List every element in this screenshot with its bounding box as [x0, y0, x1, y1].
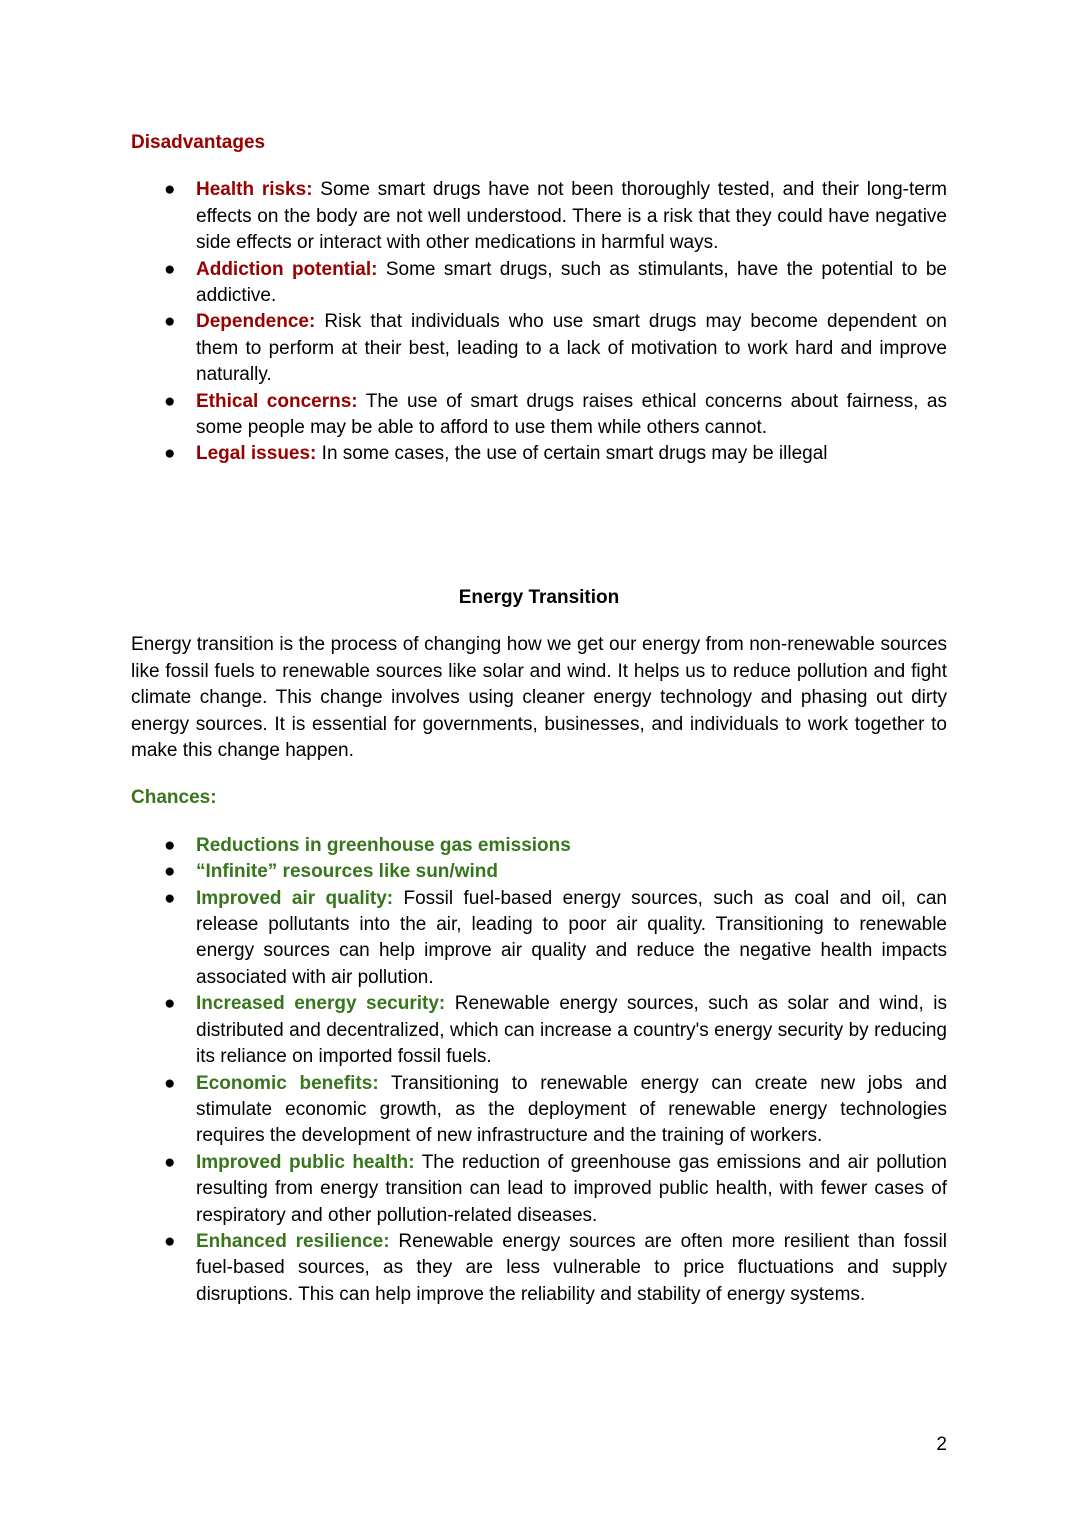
item-term: Enhanced resilience: [196, 1230, 390, 1252]
bullet-icon: ● [164, 443, 176, 465]
disadvantages-heading: Disadvantages [131, 132, 266, 153]
item-text: Fossil fuel-based energy sources, such as coal and oil, can release pollutants into the air, leading to poor air quality. Transitioning to renewable energy sources can help improve air quality and reduce the negative health impacts associated with air pollution. [196, 887, 947, 988]
bullet-icon: ● [164, 1151, 176, 1173]
item-term: Health risks: [196, 179, 313, 201]
list-item [131, 309, 947, 388]
list-item [131, 1229, 947, 1308]
item-text: Renewable energy sources, such as solar and wind, is distributed and decentralized, which can increase a country's energy security by reducing its reliance on imported fossil fuels. [196, 993, 947, 1068]
item-text: In some cases, the use of certain smart drugs may be illegal [316, 443, 828, 465]
bullet-icon: ● [164, 390, 176, 412]
bullet-icon: ● [164, 993, 176, 1015]
energy-section [131, 585, 947, 1308]
list-item [131, 833, 947, 859]
item-term: Ethical concerns: [196, 390, 358, 412]
item-text: The use of smart drugs raises ethical concerns about fairness, as some people may be able to afford to use them while others cannot. [196, 390, 947, 439]
list-item [131, 257, 947, 310]
item-term: Increased energy security: [196, 993, 446, 1015]
item-term: Improved air quality: [196, 887, 394, 909]
item-text: Renewable energy sources are often more resilient than fossil fuel-based sources, as they are less vulnerable to price fluctuations and supply disruptions. This can help improve the reliability and stability of energy systems. [196, 1230, 947, 1305]
disadvantages-section [131, 130, 947, 468]
bullet-icon: ● [164, 887, 176, 909]
list-item [131, 886, 947, 992]
bullet-icon: ● [164, 311, 176, 333]
list-item [131, 1150, 947, 1229]
bullet-icon: ● [164, 1072, 176, 1094]
item-term: Addiction potential: [196, 258, 378, 280]
list-item [131, 177, 947, 256]
energy-title: Energy Transition [458, 587, 620, 608]
item-term: Economic benefits: [196, 1072, 379, 1094]
chances-list [131, 833, 947, 1308]
energy-intro: Energy transition is the process of changing how we get our energy from non-renewable sources like fossil fuels to renewable sources like solar and wind. It helps us to reduce pollution and fight climate change. This change involves using cleaner energy technology and phasing out dirty energy sources. It is essential for governments, businesses, and individuals to work together to make this change happen. [131, 634, 947, 762]
chances-heading: Chances: [131, 787, 217, 809]
item-term: “Infinite” resources like sun/wind [196, 861, 498, 883]
item-text: Risk that individuals who use smart drugs may become dependent on them to perform at their best, leading to a lack of motivation to work hard and improve naturally. [196, 311, 947, 386]
item-term: Reductions in greenhouse gas emissions [196, 834, 571, 856]
item-term: Improved public health: [196, 1151, 415, 1173]
bullet-icon: ● [164, 1230, 176, 1252]
list-item [131, 1071, 947, 1150]
item-text: The reduction of greenhouse gas emissions and air pollution resulting from energy transition can lead to improved public health, with fewer cases of respiratory and other pollution-related diseases. [196, 1151, 947, 1226]
list-item [131, 441, 947, 467]
item-text: Transitioning to renewable energy can create new jobs and stimulate economic growth, as the deployment of renewable energy technologies requires the development of new infrastructure and the training of workers. [196, 1072, 947, 1147]
disadvantages-list [131, 177, 947, 467]
page-number: 2 [936, 1434, 947, 1455]
item-term: Legal issues: [196, 443, 317, 465]
list-item [131, 991, 947, 1070]
item-term: Dependence: [196, 311, 316, 333]
list-item [131, 389, 947, 442]
bullet-icon: ● [164, 258, 176, 280]
bullet-icon: ● [164, 861, 176, 883]
item-text: Some smart drugs have not been thoroughly tested, and their long-term effects on the body are not well understood. There is a risk that they could have negative side effects or interact with other medications in harmful ways. [196, 179, 948, 254]
item-text: Some smart drugs, such as stimulants, have the potential to be addictive. [196, 258, 947, 307]
bullet-icon: ● [164, 179, 176, 201]
list-item [131, 859, 947, 885]
bullet-icon: ● [164, 834, 176, 856]
